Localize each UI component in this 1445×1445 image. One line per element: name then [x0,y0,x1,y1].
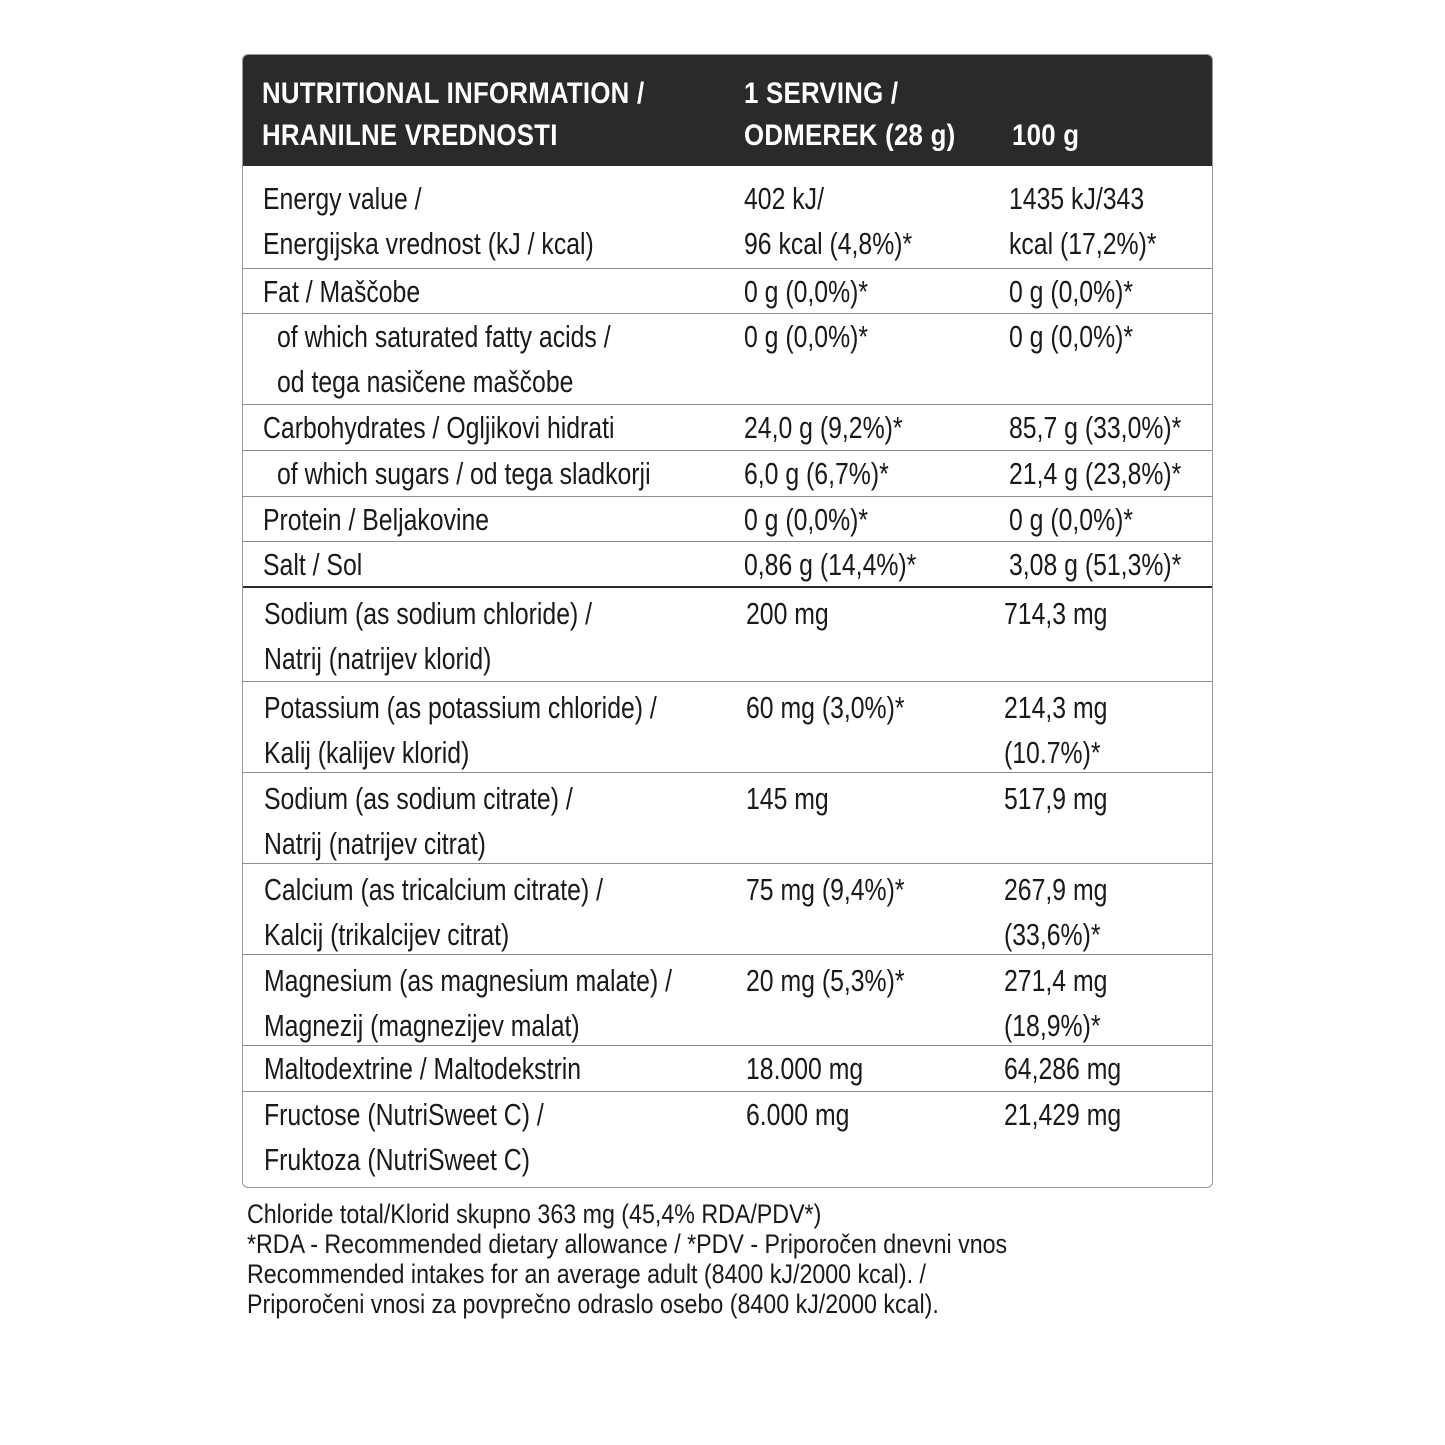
serving-value [744,176,912,266]
per100-value-line: 21,429 mg [1004,1097,1122,1132]
nutrient-label-line: Fat / Maščobe [263,274,421,309]
nutrient-label [264,685,657,775]
footnote-chloride: Chloride total/Klorid skupno 363 mg (45,4% RDA/PDV*) [247,1199,822,1229]
header-serving-line1: 1 SERVING / [744,77,899,110]
nutrient-label-line: Natrij (natrijev klorid) [264,641,492,676]
serving-value [746,867,905,912]
nutrient-label [263,497,489,542]
serving-value [744,542,916,587]
per100-value [1004,776,1107,821]
serving-value [746,1046,863,1091]
nutrient-label [264,958,672,1048]
nutrient-label [263,542,362,587]
serving-value-line: 18.000 mg [746,1051,864,1086]
per100-value [1009,176,1156,266]
nutrient-label [263,269,420,314]
per100-value-line: (10.7%)* [1004,735,1101,770]
serving-value [744,314,868,359]
per100-value [1009,314,1133,359]
nutrient-label [277,314,611,404]
nutrient-label [264,1092,544,1182]
serving-value-line: 75 mg (9,4%)* [746,872,905,907]
serving-value [746,685,905,730]
serving-value [746,776,829,821]
footnote-intakes-sl: Priporočeni vnosi za povprečno odraslo osebo (8400 kJ/2000 kcal). [247,1289,939,1319]
nutrient-label [264,591,592,681]
serving-value-line: 0 g (0,0%)* [744,274,869,309]
nutrient-label [263,405,614,450]
per100-value [1004,958,1107,1048]
per100-value [1004,1046,1121,1091]
nutrient-label-line: Fructose (NutriSweet C) / [264,1097,544,1132]
per100-value [1004,867,1107,957]
table-row [243,405,1212,451]
nutrient-label-line: Salt / Sol [263,547,363,582]
table-row [243,864,1212,955]
nutrient-label-line: Maltodextrine / Maltodekstrin [264,1051,582,1086]
table-body [243,166,1212,1184]
nutrient-label-line: Kalcij (trikalcijev citrat) [264,917,510,952]
header-nutrient-line2: HRANILNE VREDNOSTI [262,119,558,152]
per100-value [1009,269,1133,314]
header-nutrient-column [262,73,644,157]
per100-value [1004,591,1107,636]
serving-value-line: 0 g (0,0%)* [744,319,869,354]
per100-value-line: kcal (17,2%)* [1009,226,1157,261]
nutrient-label-line: Magnesium (as magnesium malate) / [264,963,672,998]
per100-value [1004,685,1107,775]
per100-value [1009,405,1181,450]
per100-value [1009,497,1133,542]
nutrient-label-line: of which sugars / od tega sladkorji [277,456,651,491]
nutrient-label [264,867,603,957]
table-row [243,773,1212,864]
nutrient-label [277,451,651,496]
serving-value-line: 145 mg [746,781,829,816]
table-row [243,314,1212,405]
serving-value [744,497,868,542]
nutrient-label-line: Energy value / [263,181,422,216]
footnote-rda: *RDA - Recommended dietary allowance / *PDV - Priporočen dnevni vnos [247,1229,1008,1259]
per100-value-line: 0 g (0,0%)* [1009,274,1134,309]
serving-value-line: 6.000 mg [746,1097,850,1132]
table-row [243,166,1212,269]
per100-value-line: 85,7 g (33,0%)* [1009,410,1182,445]
nutrient-label-line: Energijska vrednost (kJ / kcal) [263,226,594,261]
per100-value-line: 0 g (0,0%)* [1009,502,1134,537]
table-row [243,1092,1212,1184]
serving-value [744,405,903,450]
per100-value-line: 214,3 mg [1004,690,1108,725]
serving-value-line: 20 mg (5,3%)* [746,963,905,998]
per100-value [1009,451,1181,496]
serving-value [746,958,905,1003]
nutrient-label-line: Sodium (as sodium chloride) / [264,596,593,631]
serving-value-line: 200 mg [746,596,829,631]
serving-value-line: 0,86 g (14,4%)* [744,547,917,582]
per100-value [1009,542,1181,587]
per100-value-line: 64,286 mg [1004,1051,1122,1086]
nutrition-table [242,54,1213,1188]
per100-value-line: 3,08 g (51,3%)* [1009,547,1182,582]
nutrient-label-line: Magnezij (magnezijev malat) [264,1008,580,1043]
serving-value-line: 6,0 g (6,7%)* [744,456,889,491]
nutrient-label-line: Fruktoza (NutriSweet C) [264,1142,530,1177]
footnotes [247,1199,1007,1319]
per100-value-line: 1435 kJ/343 [1009,181,1145,216]
serving-value [746,1092,849,1137]
per100-value-line: 517,9 mg [1004,781,1108,816]
per100-value-line: (18,9%)* [1004,1008,1101,1043]
header-nutrient-line1: NUTRITIONAL INFORMATION / [262,77,645,110]
nutrient-label-line: Carbohydrates / Ogljikovi hidrati [263,410,615,445]
nutrient-label-line: Potassium (as potassium chloride) / [264,690,657,725]
per100-value-line: (33,6%)* [1004,917,1101,952]
nutrient-label-line: od tega nasičene maščobe [277,364,574,399]
header-per100-column: 100 g [1012,119,1080,152]
header-serving-line2: ODMEREK (28 g) [744,119,956,152]
nutrient-label-line: Sodium (as sodium citrate) / [264,781,573,816]
table-row [243,542,1212,588]
serving-value [746,591,829,636]
nutrient-label-line: Kalij (kalijev klorid) [264,735,470,770]
serving-value-line: 402 kJ/ [744,181,824,216]
nutrient-label-line: Protein / Beljakovine [263,502,490,537]
table-row [243,451,1212,497]
table-row [243,1046,1212,1092]
serving-value-line: 96 kcal (4,8%)* [744,226,913,261]
per100-value-line: 271,4 mg [1004,963,1108,998]
nutrient-label-line: Calcium (as tricalcium citrate) / [264,872,603,907]
table-header [243,55,1212,166]
header-serving-column [744,73,955,157]
table-row [243,682,1212,773]
per100-value-line: 267,9 mg [1004,872,1108,907]
table-row [243,497,1212,542]
per100-value [1004,1092,1121,1137]
per100-value-line: 21,4 g (23,8%)* [1009,456,1182,491]
table-row [243,955,1212,1046]
serving-value-line: 0 g (0,0%)* [744,502,869,537]
per100-value-line: 0 g (0,0%)* [1009,319,1134,354]
serving-value [744,269,868,314]
per100-value-line: 714,3 mg [1004,596,1108,631]
nutrient-label-line: of which saturated fatty acids / [277,319,611,354]
serving-value-line: 60 mg (3,0%)* [746,690,905,725]
nutrient-label-line: Natrij (natrijev citrat) [264,826,486,861]
nutrient-label [264,776,573,866]
footnote-intakes-en: Recommended intakes for an average adult (8400 kJ/2000 kcal). / [247,1259,926,1289]
serving-value-line: 24,0 g (9,2%)* [744,410,903,445]
serving-value [744,451,889,496]
nutrient-label [263,176,594,266]
nutrient-label [264,1046,581,1091]
table-row [243,588,1212,682]
table-row [243,269,1212,314]
